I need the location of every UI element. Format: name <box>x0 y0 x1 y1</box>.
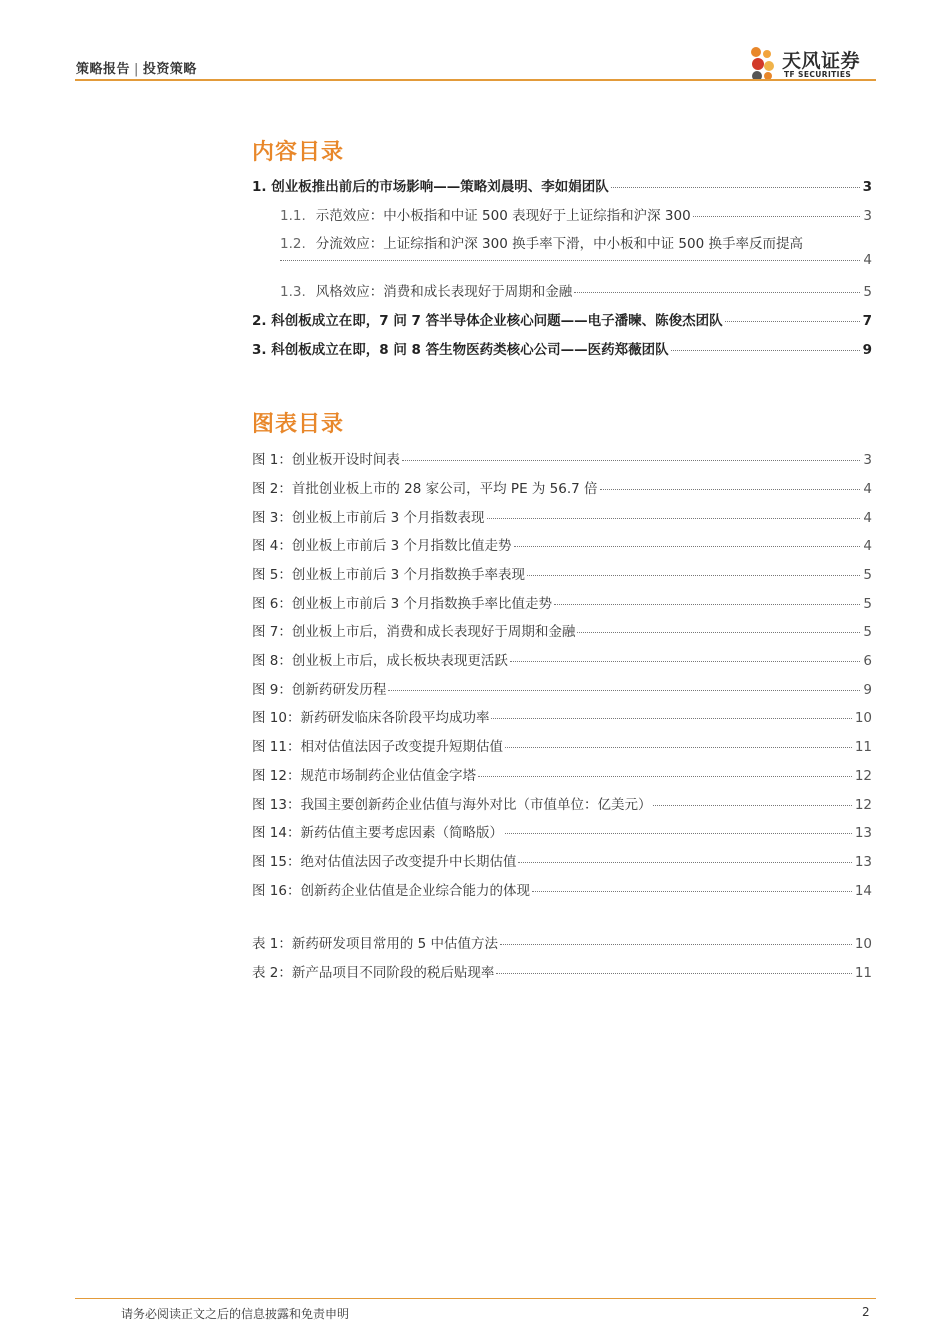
toc-entry-1-3[interactable]: 1.3. 风格效应：消费和成长表现好于周期和金融 5 <box>280 284 872 300</box>
figure-entry[interactable] <box>252 620 872 640</box>
entry-label: 图 9：创新药研发历程 <box>252 682 387 698</box>
page-number: 2 <box>862 1305 870 1319</box>
entry-page: 4 <box>863 538 872 554</box>
entry-page: 6 <box>863 653 872 669</box>
table-entry[interactable] <box>252 961 872 981</box>
report-category: 策略报告 <box>76 62 131 77</box>
figure-entry[interactable] <box>252 649 872 669</box>
dot-leader <box>505 747 852 748</box>
report-type <box>76 58 197 77</box>
entry-page: 5 <box>863 624 872 640</box>
toc-title: 内容目录 <box>252 140 345 165</box>
entry-label: 图 3：创业板上市前后 3 个月指数表现 <box>252 510 485 526</box>
footer-disclaimer: 请务必阅读正文之后的信息披露和免责申明 <box>121 1307 350 1321</box>
entry-label: 图 5：创业板上市前后 3 个月指数换手率表现 <box>252 567 526 583</box>
figure-entry[interactable] <box>252 534 872 554</box>
logo-mark-icon <box>748 44 778 82</box>
dot-leader <box>505 833 852 834</box>
entry-page: 13 <box>854 854 872 870</box>
header-rule <box>75 79 876 81</box>
dot-leader <box>554 604 860 605</box>
entry-page: 10 <box>854 936 872 952</box>
entry-label: 图 13：我国主要创新药企业估值与海外对比（市值单位：亿美元） <box>252 797 652 813</box>
toc-entry-1[interactable]: 1. 创业板推出前后的市场影响——策略刘晨明、李如娟团队 3 <box>252 179 872 195</box>
toc-entry-2[interactable]: 2. 科创板成立在即，7 问 7 答半导体企业核心问题——电子潘暕、陈俊杰团队 7 <box>252 313 872 329</box>
header-separator: | <box>134 62 139 77</box>
entry-page: 13 <box>854 825 872 841</box>
footer-rule <box>75 1298 876 1299</box>
entry-label: 图 16：创新药企业估值是企业综合能力的体现 <box>252 883 530 899</box>
figure-entry[interactable] <box>252 448 872 468</box>
entry-label: 图 2：首批创业板上市的 28 家公司，平均 PE 为 56.7 倍 <box>252 481 598 497</box>
dot-leader <box>402 460 861 461</box>
dot-leader <box>500 944 852 945</box>
dot-leader <box>577 632 860 633</box>
dot-leader <box>527 575 860 576</box>
toc-entry-1-2[interactable]: 1.2. 分流效应：上证综指和沪深 300 换手率下滑，中小板和中证 500 换手率反而提高 <box>280 236 803 252</box>
entry-label: 图 4：创业板上市前后 3 个月指数比值走势 <box>252 538 512 554</box>
entry-page: 4 <box>863 510 872 526</box>
dot-leader <box>496 973 851 974</box>
entry-page: 5 <box>863 596 872 612</box>
logo-chinese-name: 天风证券 <box>782 50 861 72</box>
figure-entry[interactable] <box>252 678 872 698</box>
figure-entry[interactable] <box>252 879 872 899</box>
entry-label: 图 8：创业板上市后，成长板块表现更活跃 <box>252 653 508 669</box>
entry-label: 图 10：新药研发临床各阶段平均成功率 <box>252 710 490 726</box>
dot-leader <box>388 690 860 691</box>
figure-entry[interactable] <box>252 735 872 755</box>
entry-label: 图 7：创业板上市后，消费和成长表现好于周期和金融 <box>252 624 576 640</box>
logo-english-name: TF SECURITIES <box>784 70 852 79</box>
figure-entry[interactable] <box>252 506 872 526</box>
toc-entry-3[interactable]: 3. 科创板成立在即，8 问 8 答生物医药类核心公司——医药郑薇团队 9 <box>252 342 872 358</box>
dot-leader <box>510 661 861 662</box>
figure-entry[interactable] <box>252 592 872 612</box>
entry-page: 3 <box>863 452 872 468</box>
entry-label: 图 6：创业板上市前后 3 个月指数换手率比值走势 <box>252 596 553 612</box>
dot-leader <box>532 891 852 892</box>
dot-leader <box>491 718 851 719</box>
entry-page: 14 <box>854 883 872 899</box>
dot-leader <box>518 862 851 863</box>
entry-label: 图 15：绝对估值法因子改变提升中长期估值 <box>252 854 517 870</box>
dot-leader <box>600 489 861 490</box>
dot-leader <box>514 546 861 547</box>
toc-entry-1-1[interactable]: 1.1. 示范效应：中小板指和中证 500 表现好于上证综指和沪深 300 3 <box>280 208 872 224</box>
report-subcategory: 投资策略 <box>142 62 197 77</box>
entry-page: 4 <box>863 481 872 497</box>
figure-entry[interactable] <box>252 850 872 870</box>
entry-page: 10 <box>854 710 872 726</box>
figure-entry[interactable] <box>252 477 872 497</box>
entry-label: 图 1：创业板开设时间表 <box>252 452 400 468</box>
figure-entry[interactable] <box>252 764 872 784</box>
figure-entry[interactable] <box>252 706 872 726</box>
dot-leader <box>653 805 851 806</box>
entry-page: 12 <box>854 768 872 784</box>
table-entry[interactable] <box>252 932 872 952</box>
figures-title: 图表目录 <box>252 412 345 437</box>
tf-securities-logo <box>748 44 878 82</box>
figure-entry[interactable] <box>252 793 872 813</box>
dot-leader <box>478 776 852 777</box>
entry-page: 12 <box>854 797 872 813</box>
entry-label: 表 2：新产品项目不同阶段的税后贴现率 <box>252 965 495 981</box>
toc-entry-1-2-leader[interactable]: 4 <box>280 252 872 268</box>
entry-label: 图 11：相对估值法因子改变提升短期估值 <box>252 739 503 755</box>
entry-page: 5 <box>863 567 872 583</box>
figure-entry[interactable] <box>252 563 872 583</box>
dot-leader <box>487 518 861 519</box>
entry-label: 图 12：规范市场制药企业估值金字塔 <box>252 768 476 784</box>
entry-page: 11 <box>854 739 872 755</box>
entry-label: 图 14：新药估值主要考虑因素（简略版） <box>252 825 503 841</box>
figure-entry[interactable] <box>252 821 872 841</box>
entry-label: 表 1：新药研发项目常用的 5 中估值方法 <box>252 936 499 952</box>
entry-page: 9 <box>863 682 872 698</box>
entry-page: 11 <box>854 965 872 981</box>
